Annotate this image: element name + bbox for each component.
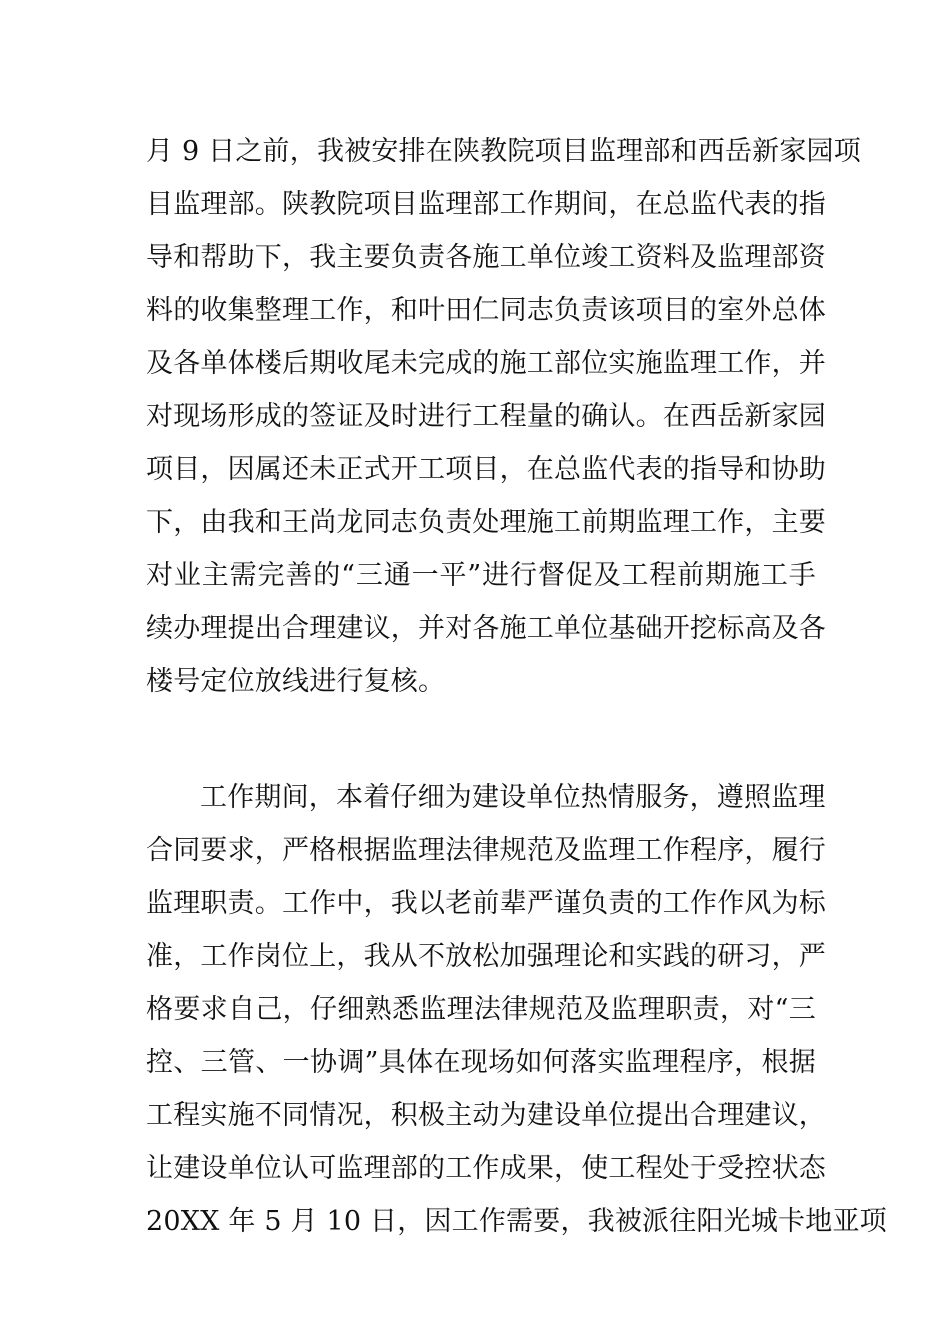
text-line: 20XX 年 5 月 10 日，因工作需要，我被派往阳光城卡地亚项 bbox=[146, 1206, 887, 1237]
text-line: 让建设单位认可监理部的工作成果，使工程处于受控状态 bbox=[146, 1153, 826, 1184]
text-line: 监理职责。工作中，我以老前辈严谨负责的工作作风为标 bbox=[146, 888, 826, 919]
text-line: 准，工作岗位上，我从不放松加强理论和实践的研习，严 bbox=[146, 941, 826, 972]
text-line: 目监理部。陕教院项目监理部工作期间，在总监代表的指 bbox=[146, 189, 826, 220]
text-line: 续办理提出合理建议，并对各施工单位基础开挖标高及各 bbox=[146, 613, 826, 644]
text-line: 导和帮助下，我主要负责各施工单位竣工资料及监理部资 bbox=[146, 242, 826, 273]
text-line: 对现场形成的签证及时进行工程量的确认。在西岳新家园 bbox=[146, 401, 826, 432]
text-line: 及各单体楼后期收尾未完成的施工部位实施监理工作，并 bbox=[146, 348, 826, 379]
text-line: 格要求自己，仔细熟悉监理法律规范及监理职责，对“三 bbox=[146, 994, 816, 1025]
text-line: 控、三管、一协调”具体在现场如何落实监理程序，根据 bbox=[146, 1047, 816, 1078]
text-line: 料的收集整理工作，和叶田仁同志负责该项目的室外总体 bbox=[146, 295, 826, 326]
text-line: 楼号定位放线进行复核。 bbox=[146, 666, 446, 697]
text-line: 合同要求，严格根据监理法律规范及监理工作程序，履行 bbox=[146, 835, 826, 866]
text-line: 月 9 日之前，我被安排在陕教院项目监理部和西岳新家园项 bbox=[146, 136, 861, 167]
text-line: 工程实施不同情况，积极主动为建设单位提出合理建议， bbox=[146, 1100, 826, 1131]
text-line: 对业主需完善的“三通一平”进行督促及工程前期施工手 bbox=[146, 560, 816, 591]
text-line: 下，由我和王尚龙同志负责处理施工前期监理工作，主要 bbox=[146, 507, 826, 538]
text-line: 项目，因属还未正式开工项目，在总监代表的指导和协助 bbox=[146, 454, 826, 485]
text-line: 工作期间，本着仔细为建设单位热情服务，遵照监理 bbox=[200, 782, 826, 813]
